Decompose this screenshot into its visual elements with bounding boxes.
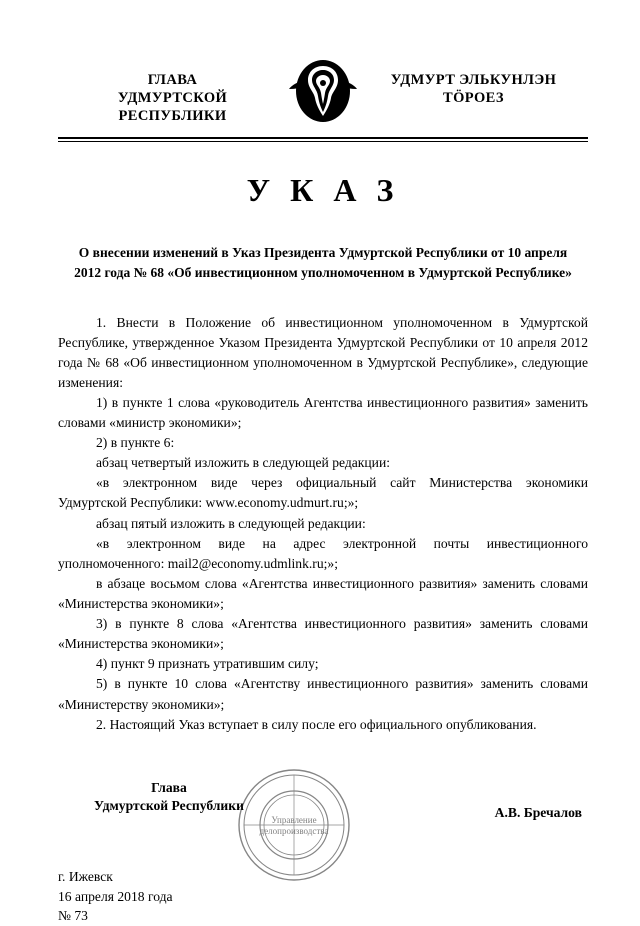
header-left-line2: УДМУРТСКОЙ РЕСПУБЛИКИ bbox=[117, 90, 228, 125]
signature-block bbox=[58, 779, 588, 836]
footer-city: г. Ижевск bbox=[58, 868, 113, 884]
signatory-position bbox=[58, 779, 244, 816]
footer-date: 16 апреля 2018 года bbox=[58, 888, 173, 904]
body-paragraph: в абзаце восьмом слова «Агентства инвестиционного развития» заменить словами «Министерства экономики»; bbox=[58, 575, 588, 612]
body-paragraph: абзац пятый изложить в следующей редакции: bbox=[96, 515, 366, 531]
signatory-position-line2: Удмуртской Республики bbox=[94, 798, 244, 814]
body-paragraph: 2. Настоящий Указ вступает в силу после его официального опубликования. bbox=[96, 716, 537, 732]
body-paragraph: «в электронном виде на адрес электронной почты инвестиционного уполномоченного: mail2@economy.udmlink.ru;»; bbox=[58, 535, 588, 571]
body-paragraph: 1) в пункте 1 слова «руководитель Агентства инвестиционного развития» заменить словами «министр экономики»; bbox=[58, 394, 588, 431]
header-divider bbox=[58, 137, 588, 142]
divider-thin-line bbox=[58, 141, 588, 142]
body-paragraph: «в электронном виде через официальный сайт Министерства экономики Удмуртской Республики: www.economy.udmurt.ru;»; bbox=[58, 475, 588, 511]
body-paragraph: 5) в пункте 10 слова «Агентству инвестиционного развития» заменить словами «Министерству экономики»; bbox=[58, 676, 588, 712]
document-header bbox=[58, 58, 588, 125]
body-paragraph: 4) пункт 9 признать утратившим силу; bbox=[96, 656, 319, 672]
header-left-line1: ГЛАВА bbox=[147, 72, 198, 88]
coat-of-arms-icon bbox=[284, 58, 362, 124]
header-right-line2: ТӦРОЕЗ bbox=[443, 90, 504, 107]
header-right-line1: УДМУРТ ЭЛЬКУНЛЭН bbox=[390, 72, 557, 88]
stamp-line1-text: Управление bbox=[271, 814, 317, 825]
body-paragraph: 2) в пункте 6: bbox=[96, 435, 175, 451]
body-paragraph: абзац четвертый изложить в следующей редакции: bbox=[96, 455, 391, 471]
header-left-title bbox=[65, 58, 280, 125]
footer-number: № 73 bbox=[58, 908, 88, 924]
document-subtitle: О внесении изменений в Указ Президента Удмуртской Республики от 10 апреля 2012 года № 68 «Об инвестиционном уполномоченном в Удмуртской Республике» bbox=[74, 245, 572, 280]
body-paragraph: 3) в пункте 8 слова «Агентства инвестиционного развития» заменить словами «Министерства экономики»; bbox=[58, 616, 588, 652]
body-paragraph: 1. Внести в Положение об инвестиционном уполномоченном в Удмуртской Республике, утвержденное Указом Президента Удмуртской Республики от 10 апреля 2012 года № 68 «Об инвестиционном уполномоченном в Удмуртской Республике», следующие изменения: bbox=[58, 314, 588, 390]
document-body bbox=[58, 313, 588, 735]
signatory-position-line1: Глава bbox=[151, 779, 187, 795]
signatory-name: А.В. Бречалов bbox=[494, 804, 582, 820]
stamp-line2-text: делопроизводства bbox=[259, 825, 329, 836]
page-title: У К А З bbox=[246, 172, 400, 209]
office-stamp-icon bbox=[236, 767, 352, 883]
header-right-title bbox=[366, 58, 581, 107]
divider-thick-line bbox=[58, 137, 588, 139]
